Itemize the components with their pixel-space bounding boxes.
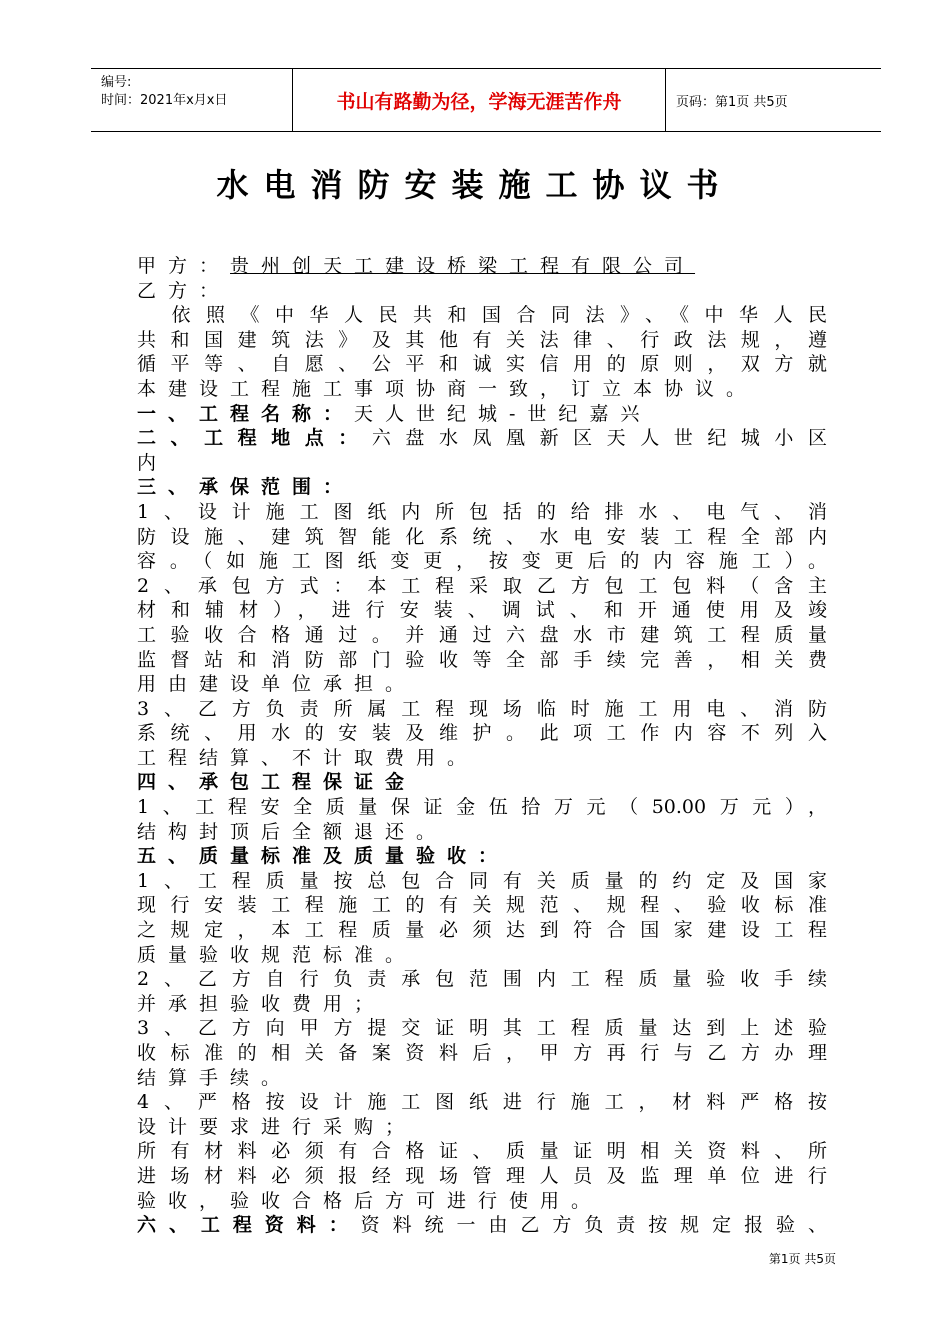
line-text: 结构封顶后全额退还。 xyxy=(137,820,448,843)
line-text: 内 xyxy=(137,451,169,474)
line-text: 2、乙方自行负责承包范围内工程质量验收手续 xyxy=(137,968,827,991)
line-text: 工验收合格通过。并通过六盘水市建筑工程质量 xyxy=(137,623,827,646)
line-text: 防设施、建筑智能化系统、水电安装工程全部内 xyxy=(137,525,827,548)
document-body xyxy=(137,254,827,1238)
section-heading: 四、承包工程保证金 xyxy=(137,771,417,794)
text-line xyxy=(137,1066,827,1091)
line-value: 六盘水凤凰新区天人世纪城小区 xyxy=(371,427,827,450)
line-text: 本建设工程施工事项协商一致，订立本协议。 xyxy=(137,377,758,400)
text-line xyxy=(137,746,827,771)
text-line xyxy=(137,721,827,746)
text-line xyxy=(137,598,827,623)
line-text: 材和辅材），进行安装、调试、和开通使用及竣 xyxy=(137,599,827,622)
section-heading: 三、承保范围： xyxy=(137,476,355,499)
text-line xyxy=(137,672,827,697)
text-line xyxy=(137,500,827,525)
text-line xyxy=(137,967,827,992)
text-line xyxy=(137,279,827,304)
section-heading: 六、工程资料： xyxy=(137,1214,361,1237)
line-text: 并承担验收费用； xyxy=(137,992,386,1015)
text-line xyxy=(137,1115,827,1140)
text-line xyxy=(137,426,827,451)
text-line xyxy=(137,623,827,648)
text-line xyxy=(137,377,827,402)
text-line xyxy=(137,475,827,500)
line-text: 循平等、自愿、公平和诚实信用的原则，双方就 xyxy=(137,353,827,376)
text-line xyxy=(137,1041,827,1066)
motto: 书山有路勤为径，学海无涯苦作舟 xyxy=(336,91,622,113)
text-line xyxy=(137,893,827,918)
line-value: 贵州创天工建设桥梁工程有限公司 xyxy=(230,255,696,277)
header-middle-cell xyxy=(293,69,666,131)
section-heading: 二、工程地点： xyxy=(137,427,372,450)
text-line xyxy=(137,402,827,427)
text-line xyxy=(137,1090,827,1115)
text-line xyxy=(137,795,827,820)
number-label: 编号: xyxy=(101,75,132,90)
line-text: 2、承包方式：本工程采取乙方包工包料（含主 xyxy=(137,574,827,597)
line-text: 验收，验收合格后方可进行使用。 xyxy=(137,1189,603,1212)
line-text: 3、乙方负责所属工程现场临时施工用电、消防 xyxy=(137,697,827,720)
line-value: 资料统一由乙方负责按规定报验、 xyxy=(360,1214,827,1237)
line-text: 质量验收规范标准。 xyxy=(137,943,417,966)
text-line xyxy=(137,352,827,377)
line-text: 依照《中华人民共和国合同法》、《中华人民 xyxy=(137,304,827,327)
line-text: 1、设计施工图纸内所包括的给排水、电气、消 xyxy=(137,500,827,523)
text-line xyxy=(137,451,827,476)
line-text: 之规定，本工程质量必须达到符合国家建设工程 xyxy=(137,919,827,942)
line-text: 4、严格按设计施工图纸进行施工，材料严格按 xyxy=(137,1091,827,1114)
text-line xyxy=(137,648,827,673)
text-line xyxy=(137,303,827,328)
line-text: 共和国建筑法》及其他有关法律、行政法规，遵 xyxy=(137,328,827,351)
text-line xyxy=(137,1016,827,1041)
page-footer: 第1页 共5页 xyxy=(768,1252,836,1266)
line-text: 监督站和消防部门验收等全部手续完善，相关费 xyxy=(137,648,827,671)
text-line xyxy=(137,525,827,550)
line-text: 容。（如施工图纸变更，按变更后的内容施工）。 xyxy=(137,550,827,573)
text-line xyxy=(137,697,827,722)
line-text: 甲方： xyxy=(137,255,231,277)
header-left-cell xyxy=(91,69,293,131)
text-line xyxy=(137,869,827,894)
text-line xyxy=(137,918,827,943)
line-text: 进场材料必须报经现场管理人员及监理单位进行 xyxy=(137,1164,827,1187)
line-text: 设计要求进行采购； xyxy=(137,1115,417,1138)
text-line xyxy=(137,844,827,869)
line-text: 收标准的相关备案资料后，甲方再行与乙方办理 xyxy=(137,1042,827,1064)
line-text: 系统、用水的安装及维护。此项工作内容不列入 xyxy=(137,722,827,745)
line-value: 天人世纪城-世纪嘉兴 xyxy=(354,402,652,425)
line-text: 3、乙方向甲方提交证明其工程质量达到上述验 xyxy=(137,1017,827,1040)
line-text: 工程结算、不计取费用。 xyxy=(137,746,479,769)
time-label: 时间：2021年x月x日 xyxy=(101,93,228,108)
line-text: 1、工程质量按总包合同有关质量的约定及国家 xyxy=(137,869,827,892)
section-heading: 一、工程名称： xyxy=(137,402,355,425)
text-line xyxy=(137,1164,827,1189)
text-line xyxy=(137,1213,827,1238)
line-text: 乙方： xyxy=(137,279,231,302)
page-info: 页码：第1页 共5页 xyxy=(676,95,788,110)
header-right-cell xyxy=(666,69,881,131)
line-text: 结算手续。 xyxy=(137,1066,293,1089)
section-heading: 五、质量标准及质量验收： xyxy=(137,845,510,868)
header-table xyxy=(91,68,881,132)
text-line xyxy=(137,328,827,353)
text-line xyxy=(137,820,827,845)
text-line xyxy=(137,549,827,574)
text-line xyxy=(137,1139,827,1164)
text-line xyxy=(137,943,827,968)
line-text: 用由建设单位承担。 xyxy=(137,673,417,696)
text-line xyxy=(137,770,827,795)
line-text: 1、工程安全质量保证金伍拾万元（50.00万元）， xyxy=(137,796,827,819)
line-text: 现行安装工程施工的有关规范、规程、验收标准 xyxy=(137,894,827,917)
text-line xyxy=(137,254,827,279)
line-text: 所有材料必须有合格证、质量证明相关资料、所 xyxy=(137,1140,827,1163)
text-line xyxy=(137,1189,827,1214)
document-title: 水电消防安装施工协议书 xyxy=(216,166,734,204)
text-line xyxy=(137,574,827,599)
text-line xyxy=(137,992,827,1017)
